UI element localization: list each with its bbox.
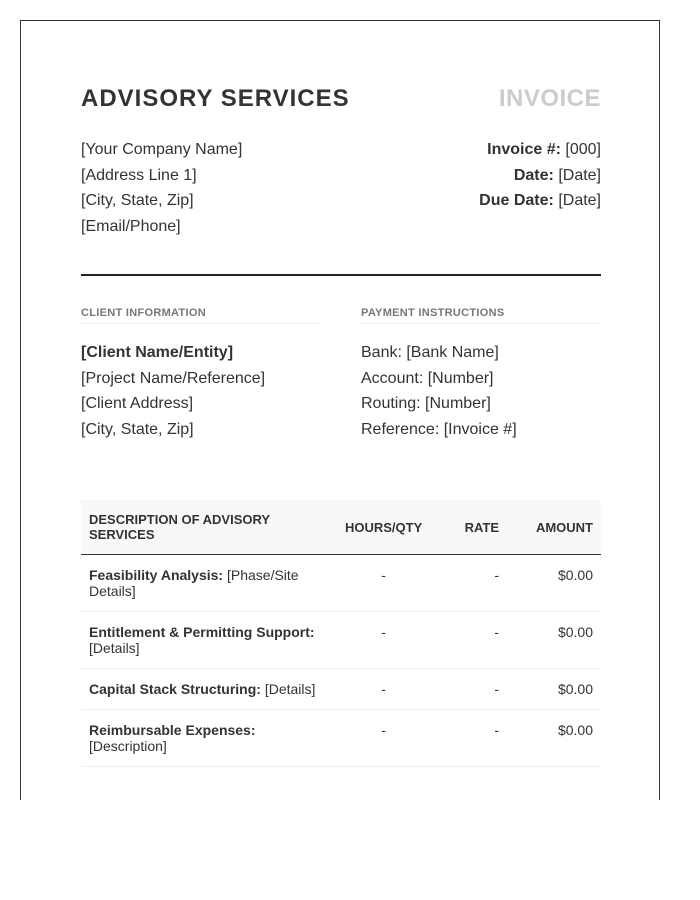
client-name: [Client Name/Entity]: [81, 344, 234, 361]
row-hours: -: [328, 710, 438, 767]
row-description: [81, 669, 328, 710]
row-amount: $0.00: [507, 612, 601, 669]
client-information-heading: CLIENT INFORMATION: [81, 307, 321, 324]
company-contact: [Email/Phone]: [81, 218, 181, 236]
company-name: [Your Company Name]: [81, 141, 243, 158]
invoice-header: [81, 85, 601, 125]
document-title: INVOICE: [498, 85, 601, 112]
row-description: [81, 710, 328, 767]
row-amount: $0.00: [507, 710, 601, 767]
invoice-due-row: [479, 188, 601, 214]
row-item-title: Capital Stack Structuring:: [89, 681, 261, 697]
column-header-rate: RATE: [439, 500, 507, 555]
row-rate: -: [439, 612, 507, 669]
invoice-number-label: Invoice #:: [487, 141, 561, 158]
payment-routing: Routing: [Number]: [361, 395, 491, 413]
client-information-body: [81, 340, 321, 443]
row-item-detail: [Details]: [264, 681, 316, 697]
payment-instructions-section: [361, 307, 601, 443]
client-project: [Project Name/Reference]: [81, 369, 266, 387]
row-item-title: Reimbursable Expenses:: [89, 722, 256, 738]
row-item-detail: [Description]: [89, 738, 167, 754]
row-item-title: Feasibility Analysis:: [89, 567, 224, 583]
invoice-date-value: [Date]: [558, 166, 601, 184]
row-hours: -: [328, 612, 438, 669]
row-item-detail: [Phase/Site Details]: [89, 567, 299, 599]
firm-title: ADVISORY SERVICES: [81, 85, 350, 112]
row-item-title: Entitlement & Permitting Support:: [89, 624, 315, 640]
client-information-section: [81, 307, 321, 443]
invoice-number-row: [479, 137, 601, 163]
table-header-row: [81, 500, 601, 555]
table-row: [81, 669, 601, 710]
row-description: [81, 612, 328, 669]
company-address-line1: [Address Line 1]: [81, 166, 197, 184]
row-rate: -: [439, 669, 507, 710]
row-amount: $0.00: [507, 555, 601, 612]
payment-bank: Bank: [Bank Name]: [361, 344, 499, 361]
table-row: [81, 555, 601, 612]
services-table: [81, 500, 601, 767]
payment-instructions-heading: PAYMENT INSTRUCTIONS: [361, 307, 601, 324]
client-city-state-zip: [City, State, Zip]: [81, 421, 194, 439]
row-hours: -: [328, 555, 438, 612]
row-description: [81, 555, 328, 612]
payment-account: Account: [Number]: [361, 369, 494, 387]
row-amount: $0.00: [507, 669, 601, 710]
invoice-date-label: Date:: [513, 166, 554, 184]
row-item-detail: [Details]: [89, 640, 140, 656]
column-header-description: DESCRIPTION OF ADVISORY SERVICES: [81, 500, 328, 555]
invoice-due-label: Due Date:: [479, 192, 554, 210]
client-address: [Client Address]: [81, 395, 194, 413]
table-row: [81, 710, 601, 767]
invoice-number-value: [000]: [565, 141, 601, 158]
payment-reference: Reference: [Invoice #]: [361, 421, 517, 439]
column-header-amount: AMOUNT: [507, 500, 601, 555]
row-hours: -: [328, 669, 438, 710]
company-city-state-zip: [City, State, Zip]: [81, 192, 194, 210]
row-rate: -: [439, 555, 507, 612]
invoice-page: [20, 20, 660, 800]
header-divider: [81, 274, 601, 276]
table-row: [81, 612, 601, 669]
invoice-due-value: [Date]: [558, 192, 601, 210]
column-header-hours: HOURS/QTY: [328, 500, 438, 555]
invoice-meta-block: [479, 137, 601, 214]
company-address-block: [81, 137, 242, 240]
row-rate: -: [439, 710, 507, 767]
invoice-date-row: [479, 163, 601, 189]
payment-instructions-body: [361, 340, 601, 443]
